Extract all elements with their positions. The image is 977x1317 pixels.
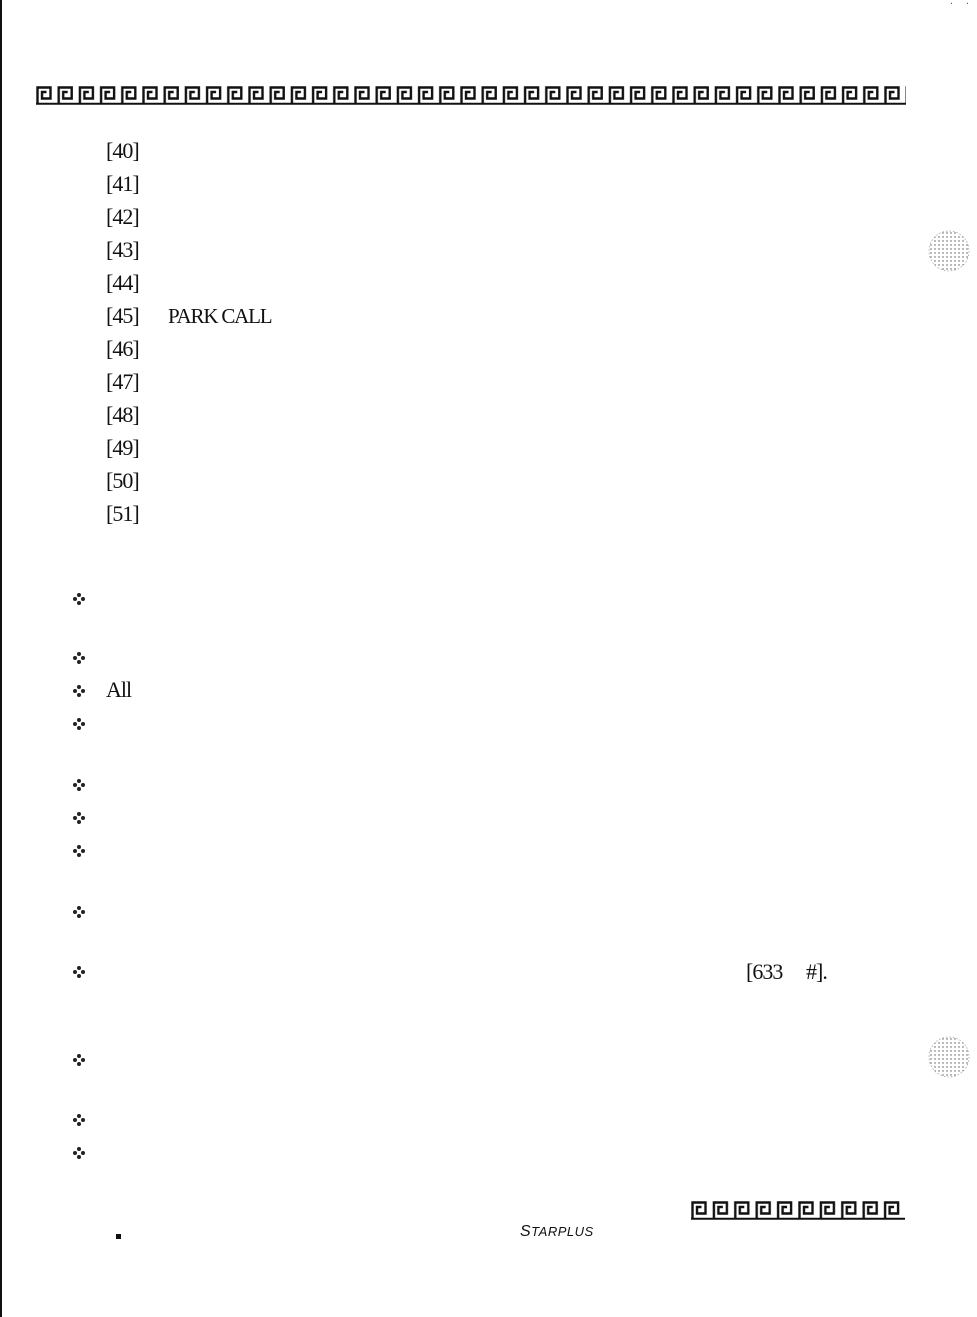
code-item-49 — [106, 434, 271, 467]
scan-marks: · · — [949, 0, 969, 10]
bullet-text-code-633: [633 — [746, 959, 783, 984]
diamond-bullet-icon — [72, 684, 86, 698]
footer-brand-name — [520, 1223, 594, 1241]
diamond-bullet-icon — [72, 905, 86, 919]
code-number: [42] — [106, 204, 139, 229]
diamond-bullet-icon — [72, 717, 86, 731]
code-item-40 — [106, 137, 271, 170]
code-item-45 — [106, 302, 271, 335]
code-number: [49] — [106, 435, 139, 460]
code-item-50 — [106, 467, 271, 500]
bullet-text-hash: #]. — [806, 959, 827, 984]
diamond-bullet-icon — [72, 1053, 86, 1067]
diamond-bullet-icon — [72, 844, 86, 858]
diamond-bullet-icon — [72, 1113, 86, 1127]
stipple-circle-icon — [926, 1034, 972, 1080]
code-number: [48] — [106, 402, 139, 427]
code-number: [47] — [106, 369, 139, 394]
code-number: [46] — [106, 336, 139, 361]
code-item-43 — [106, 236, 271, 269]
code-item-42 — [106, 203, 271, 236]
page-left-rule — [0, 0, 2, 1317]
code-item-41 — [106, 170, 271, 203]
code-number: [45] — [106, 303, 139, 328]
code-number: [51] — [106, 501, 139, 526]
diamond-bullet-icon — [72, 651, 86, 665]
code-item-44 — [106, 269, 271, 302]
code-number: [44] — [106, 270, 139, 295]
greek-key-border-top — [36, 85, 906, 105]
diamond-bullet-icon — [72, 592, 86, 606]
footer-bullet-dot — [116, 1234, 121, 1239]
code-label-park-call: PARK CALL — [168, 304, 272, 328]
code-number: [40] — [106, 138, 139, 163]
diamond-bullet-icon — [72, 811, 86, 825]
feature-code-list — [106, 137, 271, 533]
code-item-48 — [106, 401, 271, 434]
stipple-circle-icon — [926, 228, 972, 274]
greek-key-border-bottom — [691, 1200, 905, 1220]
code-number: [43] — [106, 237, 139, 262]
code-number: [50] — [106, 468, 139, 493]
code-number: [41] — [106, 171, 139, 196]
code-item-51 — [106, 500, 271, 533]
diamond-bullet-icon — [72, 1146, 86, 1160]
diamond-bullet-icon — [72, 778, 86, 792]
code-item-47 — [106, 368, 271, 401]
diamond-bullet-icon — [72, 965, 86, 979]
brand-initial: S — [520, 1223, 532, 1240]
bullet-text-all: All — [106, 677, 132, 702]
brand-rest: TARPLUS — [531, 1224, 594, 1239]
code-item-46 — [106, 335, 271, 368]
